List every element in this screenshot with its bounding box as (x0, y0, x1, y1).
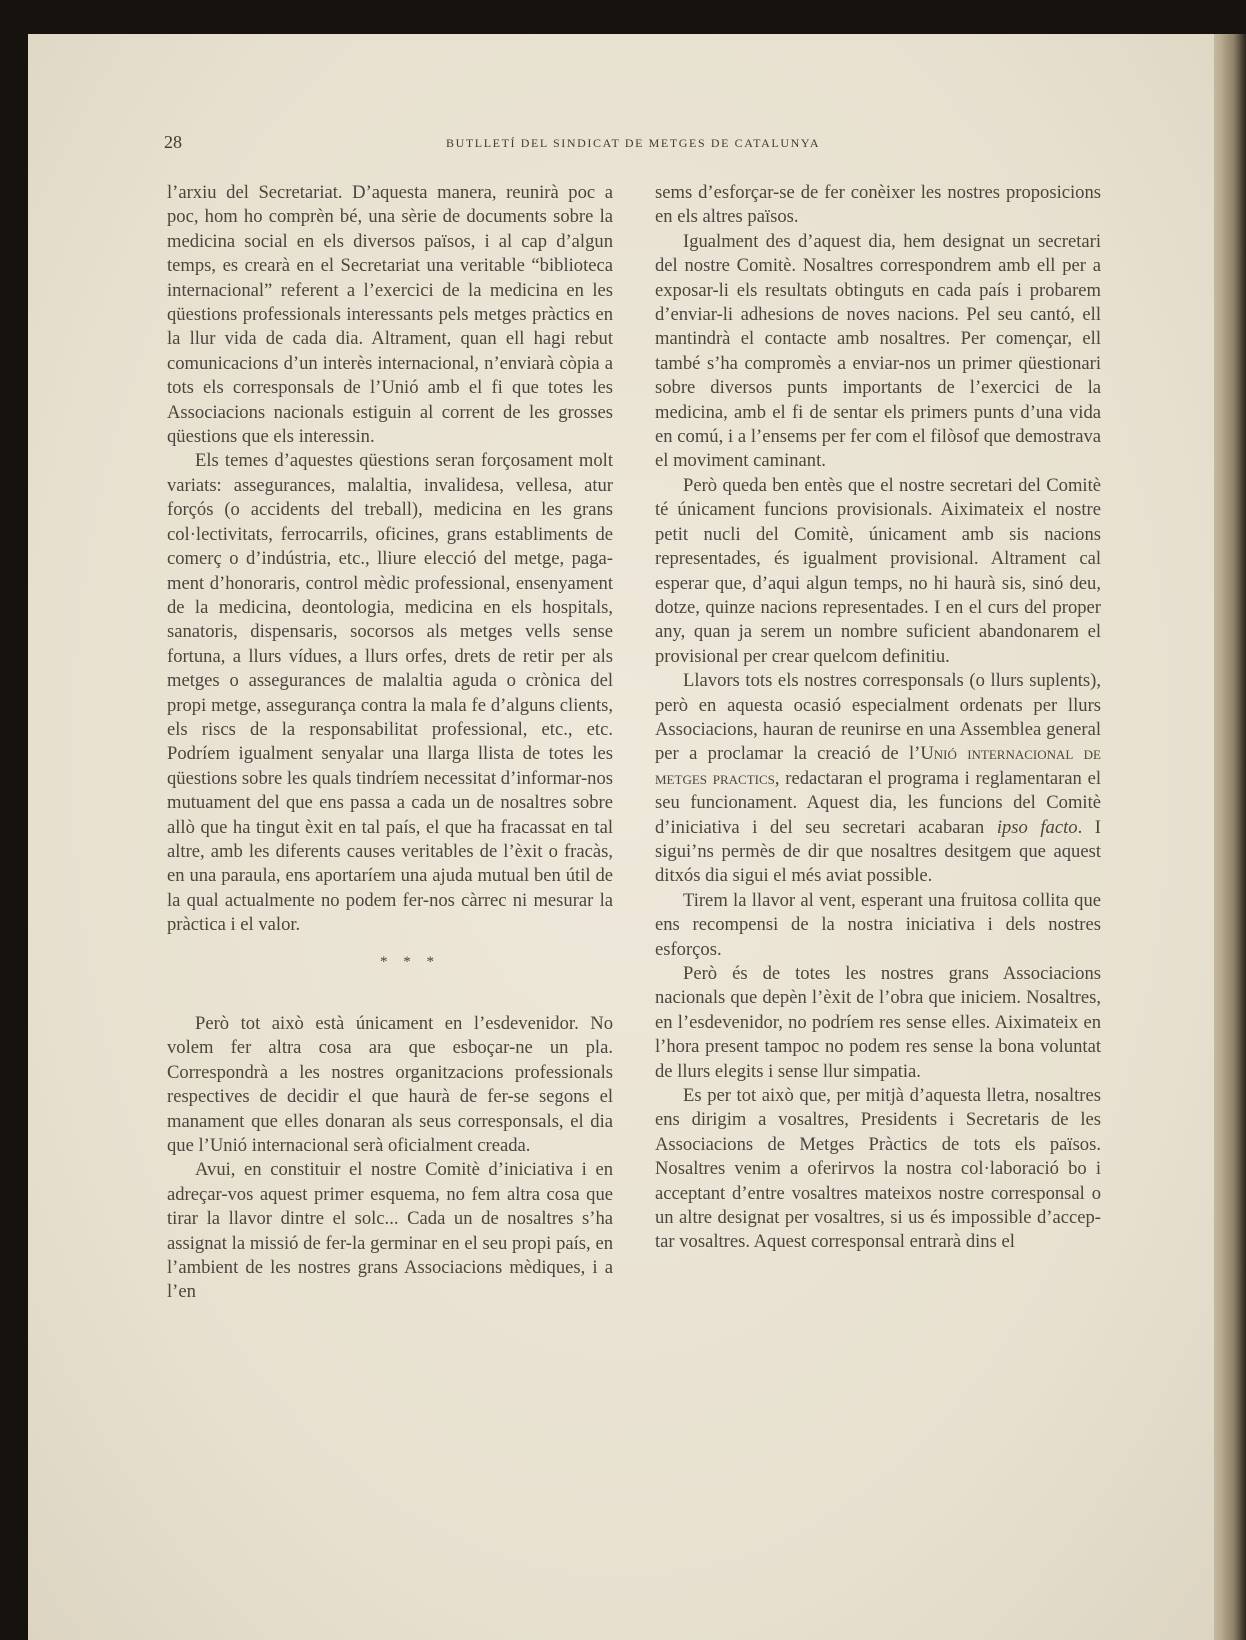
paragraph (655, 669, 1101, 889)
paragraph: Igualment des d’aquest dia, hem designat un secretari del nostre Comitè. Nosaltres correspondrem amb ell per a exposar-li els resultats obtinguts en cada país i probarem d’enviar-li adhesions de noves nacions. Pel seu cantó, ell mantindrà el contacte amb nosaltres. Per començar, ell també s’ha compromès a enviar-nos un primer qüestionari sobre diversos punts importants de l’exercici de la medicina, amb el fi de sentar els primers punts d’una vida en comú, i a l’ensems per fer com el filòsof que demostrava el moviment caminant. (655, 230, 1101, 472)
paragraph-text: . I sigui’ns permès de dir que nosaltres desitgem que aquest ditxós dia sigui el més aviat possible. (655, 816, 1101, 887)
journal-title: BUTLLETÍ DEL SINDICAT DE METGES DE CATALUNYA (446, 136, 821, 150)
paragraph: Però queda ben entès que el nostre secretari del Comitè té únicament funcions provisionals. Aiximateix el nostre petit nucli del Comitè, únicament amb sis nacions representades, és igualment provisional. Altrament cal esperar que, d’aqui algun temps, no hi haurà sis, sinó deu, dotze, quinze nacions representades. I en el curs del proper any, quan ja serem un nombre suficient abandonarem el provisional per crear quelcom definitiu. (655, 474, 1101, 667)
right-column (655, 181, 1101, 1255)
section-separator: * * * (380, 953, 440, 970)
paragraph-text: , redactaran el programa i reglamentaran el seu funcionament. Aquest dia, les funcions del Comitè d’iniciativa i del seu secretari acabaran (655, 767, 1102, 838)
union-name: Unió internacional de metges practics (655, 743, 1101, 789)
paragraph: Però tot això està únicament en l’esdevenidor. No volem fer altra cosa ara que esboçar-ne un pla. Correspondrà a les nostres organitzacions professionals respectives de decidir el que haurà de fer-se segons el manament que elles donaran als seus corresponsals, el dia que l’Unió internacional serà oficialment creada. (167, 1013, 613, 1157)
paragraph-text: Llavors tots els nostres corresponsals (o llurs suplents), però en aquesta ocasió especialment ordenats per llurs Associacions, hauran de reunirse en una Assemblea general per a proclamar la creació de l’ (655, 670, 1101, 765)
paragraph: Avui, en constituir el nostre Comitè d’iniciativa i en adreçar-vos aquest primer esquema, no fem altra cosa que tirar la llavor dintre el solc... Cada un de nosaltres s’ha assignat la missió de fer-la germinar en el seu propi país, en l’ambient de les nostres grans Associacions mèdiques, i a l’en (167, 1159, 613, 1303)
paragraph: sems d’esforçar-se de fer conèixer les nostres proposicions en els altres països. (655, 182, 1101, 228)
paragraph: l’arxiu del Secretariat. D’aquesta manera, reunirà poc a poc, hom ho comprèn bé, una sèrie de documents sobre la medicina social en els diversos països, i al cap d’algun temps, es crearà en el Secretariat una veritable “biblioteca internacional” referent a l’exercici de la medicina en les qüestions professionals interessants pels metges pràctics en la llur vida de cada dia. Altrament, quan ell hagi rebut comunicacions d’un interès internacional, n’enviarà còpia a tots els corresponsals de l’Unió amb el fi que totes les Associacions nacionals estiguin al corrent de les grosses qüestions que els interessin. (167, 182, 613, 448)
left-column (167, 181, 613, 1305)
paragraph: Els temes d’aquestes qüestions seran forçosament molt variats: assegurances, malaltia, invalidesa, vellesa, atur forçós (o accidents del treball), medicina en les grans col·lectivitats, ferrocarrils, oficines, grans establiments de comerç o d’indústria, etc., lliure elecció del metge, pagament d’honoraris, control mèdic professional, ensenyament de la medicina, deontologia, medicina en els hospitals, sanatoris, dispensaris, socorsos als metges vells sense fortuna, a llurs vídues, a llurs orfes, drets de retir per als metges o assegurances de malaltia aguda o crònica del propi metge, assegurança contra la mala fe d’alguns clients, els riscs de la responsabilitat professional, etc., etc. Podríem igualment senyalar una llarga llista de totes les qüestions sobre les quals tindríem necessitat d’informar-nos mutuament del que ens passa a cada un de nosaltres sobre allò que ha tingut èxit en tal país, el que ha fracassat en tal altre, amb les diferents causes veritables de l’èxit o fracàs, en una paraula, ens aportaríem una ajuda mutual ben útil de la qual actualmente no podem fer-nos càrrec ni mesurar la pràctica i el valor. (167, 450, 613, 936)
paragraph: Es per tot això que, per mitjà d’aquesta lletra, nosaltres ens dirigim a vosaltres, Presidents i Secretaris de les Associacions de Metges Pràctics de tots els països. Nosaltres venim a oferirvos la nostra col·laboració bo i acceptant d’entre vosaltres mateixos nostre corresponsal o un altre designat per vosaltres, si us és impossible d’acceptar vosaltres. Aquest corresponsal entrarà dins el (655, 1085, 1101, 1253)
page-number: 28 (164, 132, 182, 152)
paragraph: Tirem la llavor al vent, esperant una fruitosa collita que ens recompensi de la nostra iniciativa i dels nostres esforços. (655, 889, 1101, 960)
paragraph: Però és de totes les nostres grans Associacions nacionals que depèn l’èxit de l’obra que iniciem. Nosaltres, en l’esdevenidor, no podríem res sense elles. Aiximateix en l’hora present tampoc no podem res sense la bona voluntat de llurs elegits i sense llur simpatia. (655, 963, 1101, 1082)
running-head (164, 132, 884, 156)
latin-phrase: ipso facto (996, 816, 1078, 838)
